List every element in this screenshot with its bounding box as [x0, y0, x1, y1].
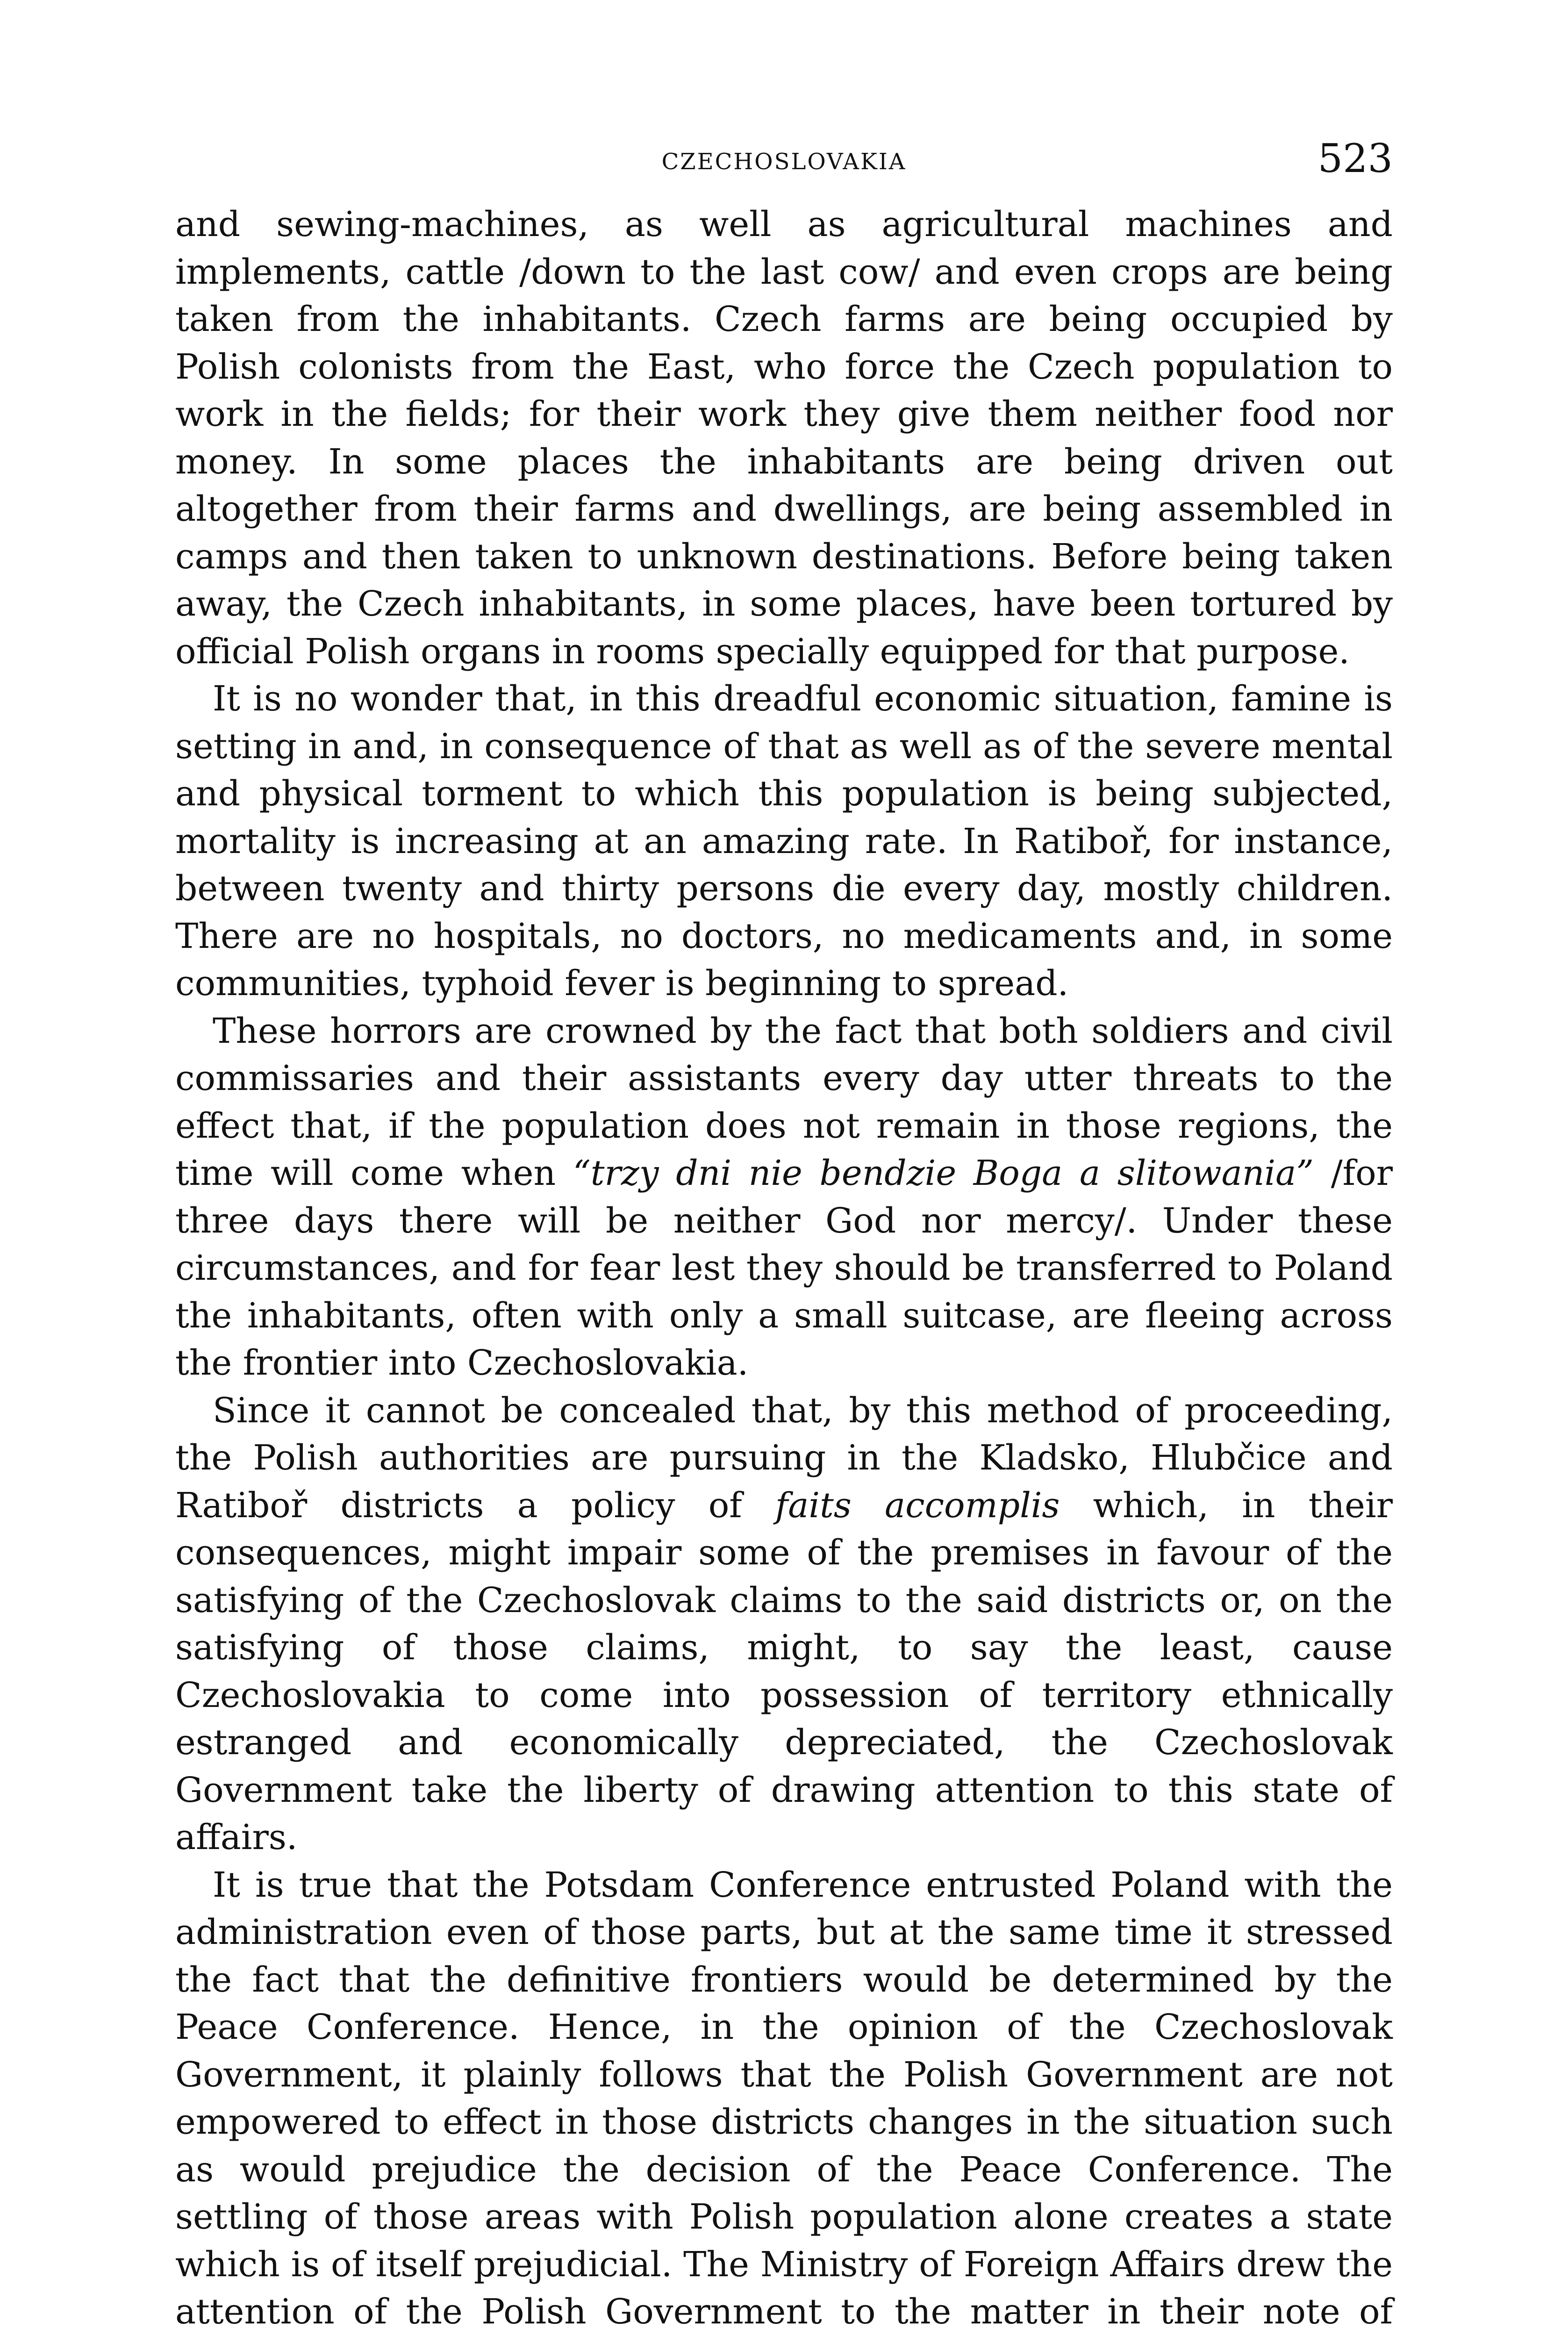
- body-text: [175, 201, 1393, 2337]
- paragraph-2: [175, 675, 1393, 1008]
- paragraph-3-text-b: /for three days there will be neither God nor mercy/. Under these circumstances, and for fear lest they should be transferred to Poland the inhabitants, often with only a small suitcase, are fleeing across the frontier into Czechoslovakia.: [175, 1153, 1393, 1383]
- paragraph-1: [175, 201, 1393, 675]
- paragraph-4-text-b: which, in their consequences, might impair some of the premises in favour of the satisfying of the Czechoslovak claims to the said districts or, on the satisfying of those claims, might, to say the least, cause Czechoslovakia to come into possession of territory ethnically estranged and economically depreciated, the Czechoslovak Government take the liberty of drawing attention to this state of affairs.: [175, 1485, 1393, 1857]
- paragraph-5-text: It is true that the Potsdam Conference entrusted Poland with the administration even of those parts, but at the same time it stressed the fact that the definitive frontiers would be determined by the Peace Conference. Hence, in the opinion of the Czechoslovak Government, it plainly follows that the Polish Government are not empowered to effect in those districts changes in the situation such as would prejudice the decision of the Peace Conference. The settling of those areas with Polish population alone creates a state which is of itself prejudicial. The Ministry of Foreign Affairs drew the attention of the Polish Government to the matter in their note of: [175, 1864, 1393, 2332]
- paragraph-2-text: It is no wonder that, in this dreadful economic situation, famine is setting in and, in consequence of that as well as of the severe mental and physical torment to which this population is being subjected, mortality is increasing at an amazing rate. In Ratiboř, for instance, between twenty and thirty persons die every day, mostly children. There are no hospitals, no doctors, no medicaments and, in some communities, typhoid fever is beginning to spread.: [175, 679, 1393, 1004]
- italic-phrase-faits-accomplis: faits accomplis: [775, 1485, 1060, 1526]
- paragraph-4: [175, 1387, 1393, 1862]
- paragraph-1-text: and sewing-machines, as well as agricultural machines and implements, cattle /down to the last cow/ and even crops are being taken from the inhabitants. Czech farms are being occupied by Polish colonists from the East, who force the Czech population to work in the fields; for their work they give them neither food nor money. In some places the inhabitants are being driven out altogether from their farms and dwellings, are being assembled in camps and then taken to unknown destinations. Before being taken away, the Czech inhabitants, in some places, have been tortured by official Polish organs in rooms specially equipped for that purpose.: [175, 204, 1393, 672]
- paragraph-4-text-a: Since it cannot be concealed that, by this method of proceeding, the Polish authorities are pursuing in the Kladsko, Hlubčice and Ratiboř districts a policy of: [175, 1390, 1393, 1526]
- page-number: 523: [1317, 136, 1393, 181]
- paragraph-5: [175, 1862, 1393, 2337]
- paragraph-3: [175, 1008, 1393, 1387]
- document-page: [175, 136, 1393, 2337]
- paragraph-3-text-a: These horrors are crowned by the fact that both soldiers and civil commissaries and their assistants every day utter threats to the effect that, if the population does not remain in those regions, the time will come when: [175, 1011, 1393, 1193]
- running-head: [175, 136, 1393, 201]
- running-title: CZECHOSLOVAKIA: [661, 149, 907, 175]
- polish-quotation: “trzy dni nie bendzie Boga a slitowania”: [573, 1153, 1314, 1193]
